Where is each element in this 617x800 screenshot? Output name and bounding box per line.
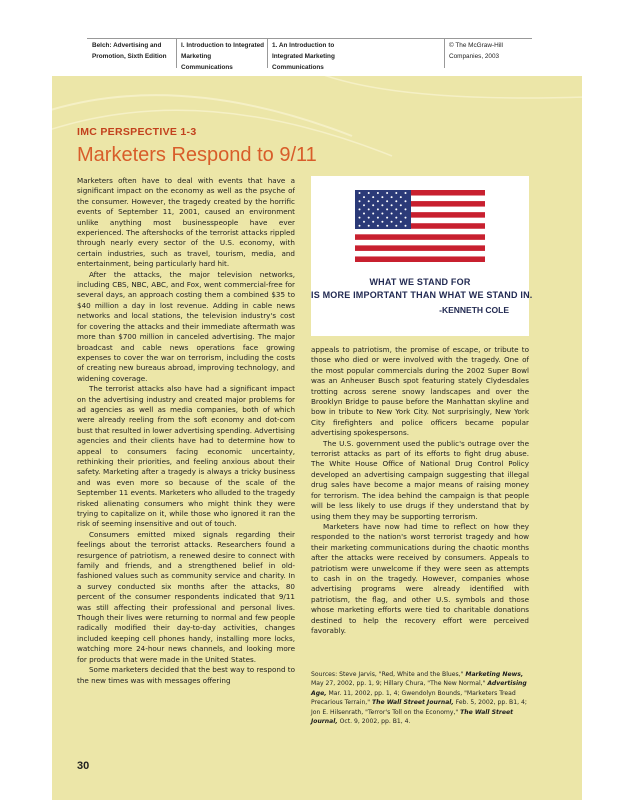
paragraph: Consumers emitted mixed signals regarding their feelings about the terrorist attacks. Researchers found a resurgence of patriotism, a renewed desire to connect with family and friends, and a strengthened belief in old-fashioned values such as community service and charity. In a survey conducted six months after the attacks, 80 percent of the consumer respondents indicated that 9/11 was still affecting their professional and personal lives. Though their lives were returning to normal and few people radically modified their day-to-day activities, changes included keeping cell phones handy, installing more locks, watching more 24-hour news channels, and looking more for products that were made in the United States.	[77, 529, 295, 664]
flag-star	[391, 196, 393, 198]
flag-star	[368, 208, 370, 210]
flag-star	[377, 192, 379, 194]
header-book: Belch: Advertising and Promotion, Sixth Edition	[92, 42, 167, 60]
flag-star	[391, 213, 393, 215]
paragraph: appeals to patriotism, the promise of escape, or tribute to those who died or were involved with the tragedy. One of the most popular commercials during the 2002 Super Bowl was an Anheuser Busch spot featuring stately Clydesdales trotting across serene snowy landscapes and over the Brooklyn Bridge to pause before the Manhattan skyline and bow in tribute to New York City. Not surprisingly, New York City firefighters and police officers became popular advertising spokespersons.	[311, 345, 529, 438]
header-divider	[444, 38, 445, 68]
flag-star	[381, 221, 383, 223]
flag-star	[377, 225, 379, 227]
flag-star	[372, 213, 374, 215]
flag-star	[405, 217, 407, 219]
flag-star	[359, 225, 361, 227]
flag-star	[395, 200, 397, 202]
flag-star	[400, 204, 402, 206]
ad-author: -KENNETH COLE	[439, 305, 509, 315]
flag-star	[359, 208, 361, 210]
flag-star	[386, 200, 388, 202]
paragraph: The terrorist attacks also have had a significant impact on the advertising industry and created major problems for ad agencies as well as media companies, both of which were already reeling from the soft economy and dot-com bust that resulted in lower advertising spending. Advertising agencies and their clients have had to determine how to appeal to consumers facing economic uncertainty, rethinking their priorities, and feeling anxious about their safety. Marketing after a tragedy is always a tricky business and was even more so because of the scale of the September 11 events. Marketers who alluded to the tragedy risked alienating consumers who might think they were trying to capitalize on it, while those who ignored it ran the risk of seeming insensitive and out of touch.	[77, 384, 295, 529]
american-flag-icon	[355, 190, 485, 262]
flag-star	[359, 192, 361, 194]
flag-star	[381, 213, 383, 215]
flag-star	[395, 192, 397, 194]
flag-stripe	[355, 256, 485, 262]
flag-star	[400, 213, 402, 215]
ad-headline-1: WHAT WE STAND FOR	[369, 277, 471, 287]
paragraph: Some marketers decided that the best way to respond to the new times was with messages offering	[77, 665, 295, 685]
header-divider	[267, 38, 268, 68]
flag-star	[363, 196, 365, 198]
page-number: 30	[77, 760, 90, 772]
flag-star	[395, 225, 397, 227]
ad-headline-2: IS MORE IMPORTANT THAN WHAT WE STAND IN.	[311, 290, 533, 300]
flag-star	[368, 192, 370, 194]
header-rule	[87, 38, 532, 39]
flag-star	[368, 225, 370, 227]
header-divider	[176, 38, 177, 68]
sources-note: Sources: Steve Jarvis, "Red, White and the Blues," Marketing News, May 27, 2002, pp. 1, 9; Hillary Chura, "The New Normal," Advertising Age, Mar. 11, 2002, pp. 1, 4; Gwendolyn Bounds, "Marketers Tread Precarious Terrain," The Wall Street Journal, Feb. 5, 2002, pp. B1, 4; Jon E. Hilsenrath, "Terror's Toll on the Economy," The Wall Street Journal, Oct. 9, 2002, pp. B1, 4.	[311, 671, 527, 726]
flag-star	[405, 192, 407, 194]
flag-star	[400, 196, 402, 198]
feature-title: Marketers Respond to 9/11	[77, 144, 317, 166]
left-column	[77, 176, 295, 766]
flag-star	[386, 192, 388, 194]
flag-star	[372, 204, 374, 206]
paragraph: After the attacks, the major television networks, including CBS, NBC, ABC, and Fox, went commercial-free for several days, an approach costing them a combined $35 to $40 million a day in lost revenue. Adding in cable news networks and local stations, the television industry's cost for covering the attacks and their immediate aftermath was more than $700 million in canceled advertising. The major broadcast and cable news operations face growing expenses to cover the war on terrorism, including the costs of creating new bureaus abroad, improving technology, and widening coverage.	[77, 269, 295, 383]
flag-star	[377, 208, 379, 210]
header-publisher: © The McGraw-Hill Companies, 2003	[449, 42, 503, 60]
header-part: I. Introduction to Integrated Marketing Communications	[181, 42, 265, 71]
flag-star	[391, 204, 393, 206]
flag-star	[395, 208, 397, 210]
flag-stripe	[355, 240, 485, 246]
flag-star	[377, 200, 379, 202]
flag-star	[381, 204, 383, 206]
flag-star	[386, 225, 388, 227]
paragraph: Marketers often have to deal with events that have a significant impact on the economy as well as the psyche of the consumer. However, the tragedy created by the horrific events of September 11, 2001, caused an environment unlike anything most businesspeople have ever experienced. The aftershocks of the terrorist attacks rippled through nearly every sector of the U.S. economy, with certain industries, such as travel, tourism, media, and entertainment, being particularly hard hit.	[77, 176, 295, 269]
paragraph: Marketers have now had time to reflect on how they responded to the nation's worst terrorist tragedy and how their marketing communications during the chaotic months after the attacks were received by consumers. Appeals to patriotism were unwelcome if they were seen as attempts to cash in on the tragedy. However, companies whose advertising programs were already identified with patriotism, the flag, and other U.S. symbols and those whose marketing efforts were tied to charitable donations destined to help the recovery effort were perceived favorably.	[311, 521, 529, 635]
flag-star	[372, 196, 374, 198]
flag-star	[368, 200, 370, 202]
flag-star	[405, 208, 407, 210]
flag-stripe	[355, 251, 485, 257]
flag-star	[363, 204, 365, 206]
flag-stripe	[355, 229, 485, 235]
flag-star	[381, 196, 383, 198]
flag-star	[395, 217, 397, 219]
flag-star	[359, 200, 361, 202]
flag-star	[363, 221, 365, 223]
flag-star	[372, 221, 374, 223]
right-column	[311, 345, 529, 655]
flag-star	[405, 200, 407, 202]
flag-star	[405, 225, 407, 227]
kenneth-cole-ad	[311, 176, 533, 336]
flag-star	[391, 221, 393, 223]
flag-star	[377, 217, 379, 219]
paragraph: The U.S. government used the public's outrage over the terrorist attacks as part of its efforts to fight drug abuse. The White House Office of National Drug Control Policy developed an advertising campaign suggesting that illegal drug sales have become a major means of raising money for terrorism. The idea behind the campaign is that people will be less likely to use drugs if they understand that by using them they may be supporting terrorism.	[311, 438, 529, 521]
flag-star	[400, 221, 402, 223]
flag-star	[386, 217, 388, 219]
flag-star	[363, 213, 365, 215]
feature-label: IMC PERSPECTIVE 1-3	[77, 126, 197, 138]
flag-star	[368, 217, 370, 219]
flag-star	[359, 217, 361, 219]
flag-star	[386, 208, 388, 210]
flag-stripe	[355, 234, 485, 240]
header-chapter: 1. An Introduction to Integrated Marketing Communications	[272, 42, 335, 71]
flag-stripe	[355, 245, 485, 251]
